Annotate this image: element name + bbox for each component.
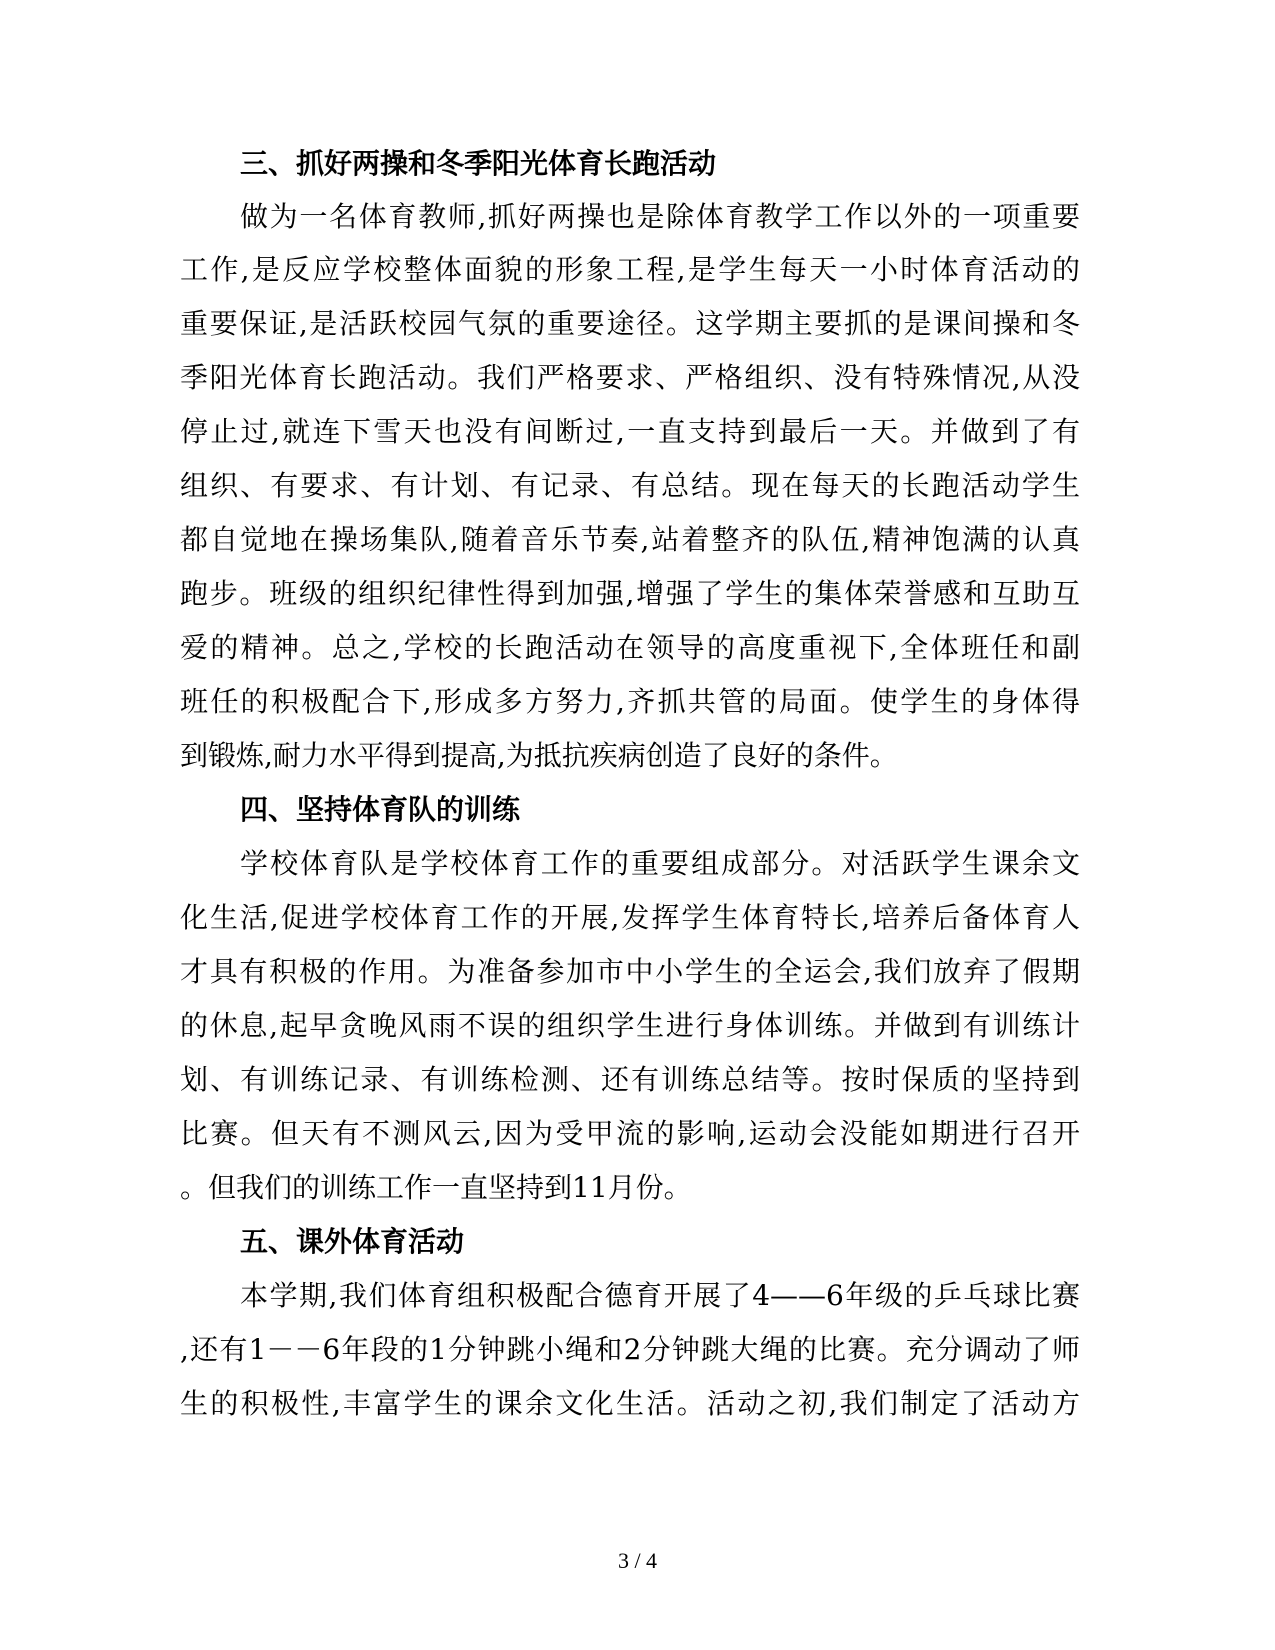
paragraph-line: 季阳光体育长跑活动。我们严格要求、严格组织、没有特殊情况,从没 — [180, 361, 1080, 394]
paragraph-line: 重要保证,是活跃校园气氛的重要途径。这学期主要抓的是课间操和冬 — [180, 307, 1080, 340]
paragraph-line: 学校体育队是学校体育工作的重要组成部分。对活跃学生课余文 — [240, 847, 1080, 880]
paragraph-line: 本学期,我们体育组积极配合德育开展了4——6年级的乒乓球比赛 — [240, 1279, 1080, 1312]
paragraph-line: ,还有1－－6年段的1分钟跳小绳和2分钟跳大绳的比赛。充分调动了师 — [180, 1333, 1080, 1366]
paragraph-line: 组织、有要求、有计划、有记录、有总结。现在每天的长跑活动学生 — [180, 469, 1080, 502]
section-heading-4: 四、坚持体育队的训练 — [240, 793, 521, 826]
paragraph-line: 划、有训练记录、有训练检测、还有训练总结等。按时保质的坚持到 — [180, 1063, 1080, 1096]
paragraph-line: 停止过,就连下雪天也没有间断过,一直支持到最后一天。并做到了有 — [180, 415, 1080, 448]
paragraph-line: 做为一名体育教师,抓好两操也是除体育教学工作以外的一项重要 — [240, 200, 1080, 233]
section-heading-5: 五、课外体育活动 — [240, 1225, 465, 1258]
paragraph-line: 班任的积极配合下,形成多方努力,齐抓共管的局面。使学生的身体得 — [180, 685, 1080, 718]
paragraph-line: 爱的精神。总之,学校的长跑活动在领导的高度重视下,全体班任和副 — [180, 631, 1080, 664]
paragraph-line: 才具有积极的作用。为准备参加市中小学生的全运会,我们放弃了假期 — [180, 955, 1080, 988]
section-heading-3: 三、抓好两操和冬季阳光体育长跑活动 — [240, 147, 717, 180]
paragraph-line: 化生活,促进学校体育工作的开展,发挥学生体育特长,培养后备体育人 — [180, 901, 1080, 934]
paragraph-line: 都自觉地在操场集队,随着音乐节奏,站着整齐的队伍,精神饱满的认真 — [180, 523, 1080, 556]
paragraph-line: 跑步。班级的组织纪律性得到加强,增强了学生的集体荣誉感和互助互 — [180, 577, 1080, 610]
paragraph-line: 工作,是反应学校整体面貌的形象工程,是学生每天一小时体育活动的 — [180, 253, 1080, 286]
paragraph-line: 。但我们的训练工作一直坚持到11月份。 — [180, 1171, 692, 1204]
paragraph-line: 到锻炼,耐力水平得到提高,为抵抗疾病创造了良好的条件。 — [180, 739, 898, 772]
page-number: 3 / 4 — [617, 1548, 658, 1573]
paragraph-line: 比赛。但天有不测风云,因为受甲流的影响,运动会没能如期进行召开 — [180, 1117, 1080, 1150]
paragraph-line: 的休息,起早贪晚风雨不误的组织学生进行身体训练。并做到有训练计 — [180, 1009, 1080, 1042]
paragraph-line: 生的积极性,丰富学生的课余文化生活。活动之初,我们制定了活动方 — [180, 1387, 1080, 1420]
